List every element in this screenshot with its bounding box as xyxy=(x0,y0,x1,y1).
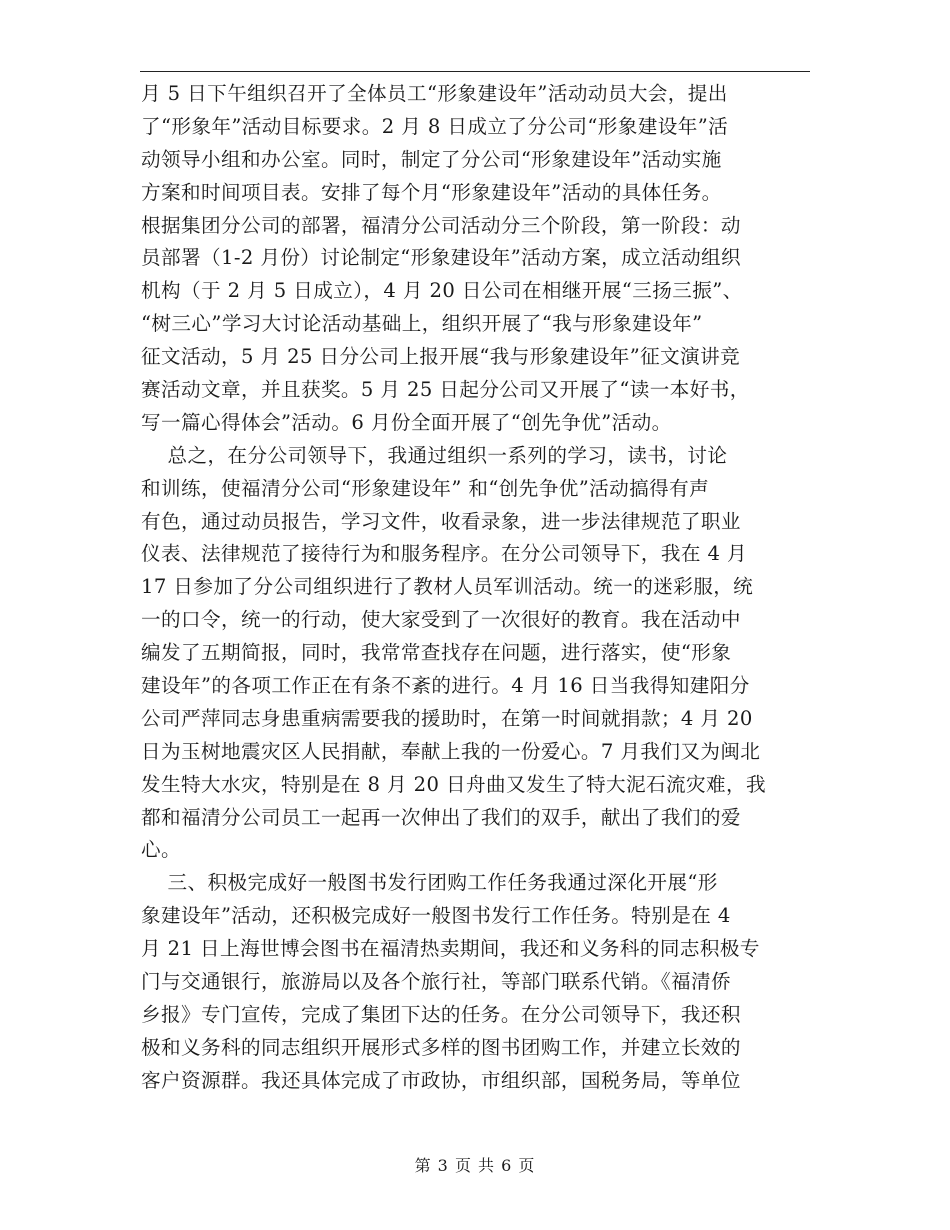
text-line: 赛活动文章，并且获奖。5 月 25 日起分公司又开展了“读一本好书， xyxy=(141,378,750,402)
text-line: “树三心”学习大讨论活动基础上，组织开展了“我与形象建设年” xyxy=(141,312,703,336)
text-line: 了“形象年”活动目标要求。2 月 8 日成立了分公司“形象建设年”活 xyxy=(141,114,729,138)
text-line: 根据集团分公司的部署，福清分公司活动分三个阶段，第一阶段：动 xyxy=(141,213,741,237)
text-line: 极和义务科的同志组织开展形式多样的图书团购工作，并建立长效的 xyxy=(141,1035,741,1059)
text-line: 仪表、法律规范了接待行为和服务程序。在分公司领导下，我在 4 月 xyxy=(141,542,747,566)
text-line: 机构（于 2 月 5 日成立），4 月 20 日公司在相继开展“三扬三振”、 xyxy=(141,279,743,303)
body-text xyxy=(141,78,813,1098)
text-line: 写一篇心得体会”活动。6 月份全面开展了“创先争优”活动。 xyxy=(141,410,672,434)
text-line: 门与交通银行，旅游局以及各个旅行社，等部门联系代销。《福清侨 xyxy=(141,970,732,994)
text-line: 日为玉树地震灾区人民捐献，奉献上我的一份爱心。7 月我们又为闽北 xyxy=(141,739,761,763)
page-footer: 第 3 页 共 6 页 xyxy=(414,1156,536,1175)
text-line: 17 日参加了分公司组织进行了教材人员军训活动。统一的迷彩服，统 xyxy=(141,575,754,599)
text-line: 三、积极完成好一般图书发行团购工作任务我通过深化开展“形 xyxy=(141,871,718,895)
text-line: 都和福清分公司员工一起再一次伸出了我们的双手，献出了我们的爱 xyxy=(141,805,741,829)
text-line: 方案和时间项目表。安排了每个月“形象建设年”活动的具体任务。 xyxy=(141,180,722,204)
text-line: 员部署（1-2 月份）讨论制定“形象建设年”活动方案，成立活动组织 xyxy=(141,246,742,270)
text-line: 月 5 日下午组织召开了全体员工“形象建设年”活动动员大会，提出 xyxy=(141,82,728,105)
text-line: 发生特大水灾，特别是在 8 月 20 日舟曲又发生了特大泥石流灾难，我 xyxy=(141,772,766,796)
text-line: 编发了五期简报，同时，我常常查找存在问题，进行落实，使“形象 xyxy=(141,641,732,665)
text-line: 有色，通过动员报告，学习文件，收看录象，进一步法律规范了职业 xyxy=(141,509,741,533)
text-line: 象建设年”活动，还积极完成好一般图书发行工作任务。特别是在 4 xyxy=(141,904,731,928)
text-line: 心。 xyxy=(141,838,181,862)
text-line: 乡报》专门宣传，完成了集团下达的任务。在分公司领导下，我还积 xyxy=(141,1002,741,1026)
text-line: 建设年”的各项工作正在有条不紊的进行。4 月 16 日当我得知建阳分 xyxy=(141,674,750,698)
text-line: 一的口令，统一的行动，使大家受到了一次很好的教育。我在活动中 xyxy=(141,608,741,632)
header-rule xyxy=(140,71,810,72)
text-line: 公司严萍同志身患重病需要我的援助时，在第一时间就捐款；4 月 20 xyxy=(141,706,753,730)
text-line: 总之，在分公司领导下，我通过组织一系列的学习，读书，讨论 xyxy=(141,443,728,467)
text-line: 月 21 日上海世博会图书在福清热卖期间，我还和义务科的同志积极专 xyxy=(141,937,760,961)
text-line: 征文活动，5 月 25 日分公司上报开展“我与形象建设年”征文演讲竞 xyxy=(141,345,741,369)
text-line: 客户资源群。我还具体完成了市政协，市组织部，国税务局，等单位 xyxy=(141,1068,741,1092)
text-line: 动领导小组和办公室。同时，制定了分公司“形象建设年”活动实施 xyxy=(141,147,722,171)
text-line: 和训练，使福清分公司“形象建设年” 和“创先争优”活动搞得有声 xyxy=(141,476,710,500)
